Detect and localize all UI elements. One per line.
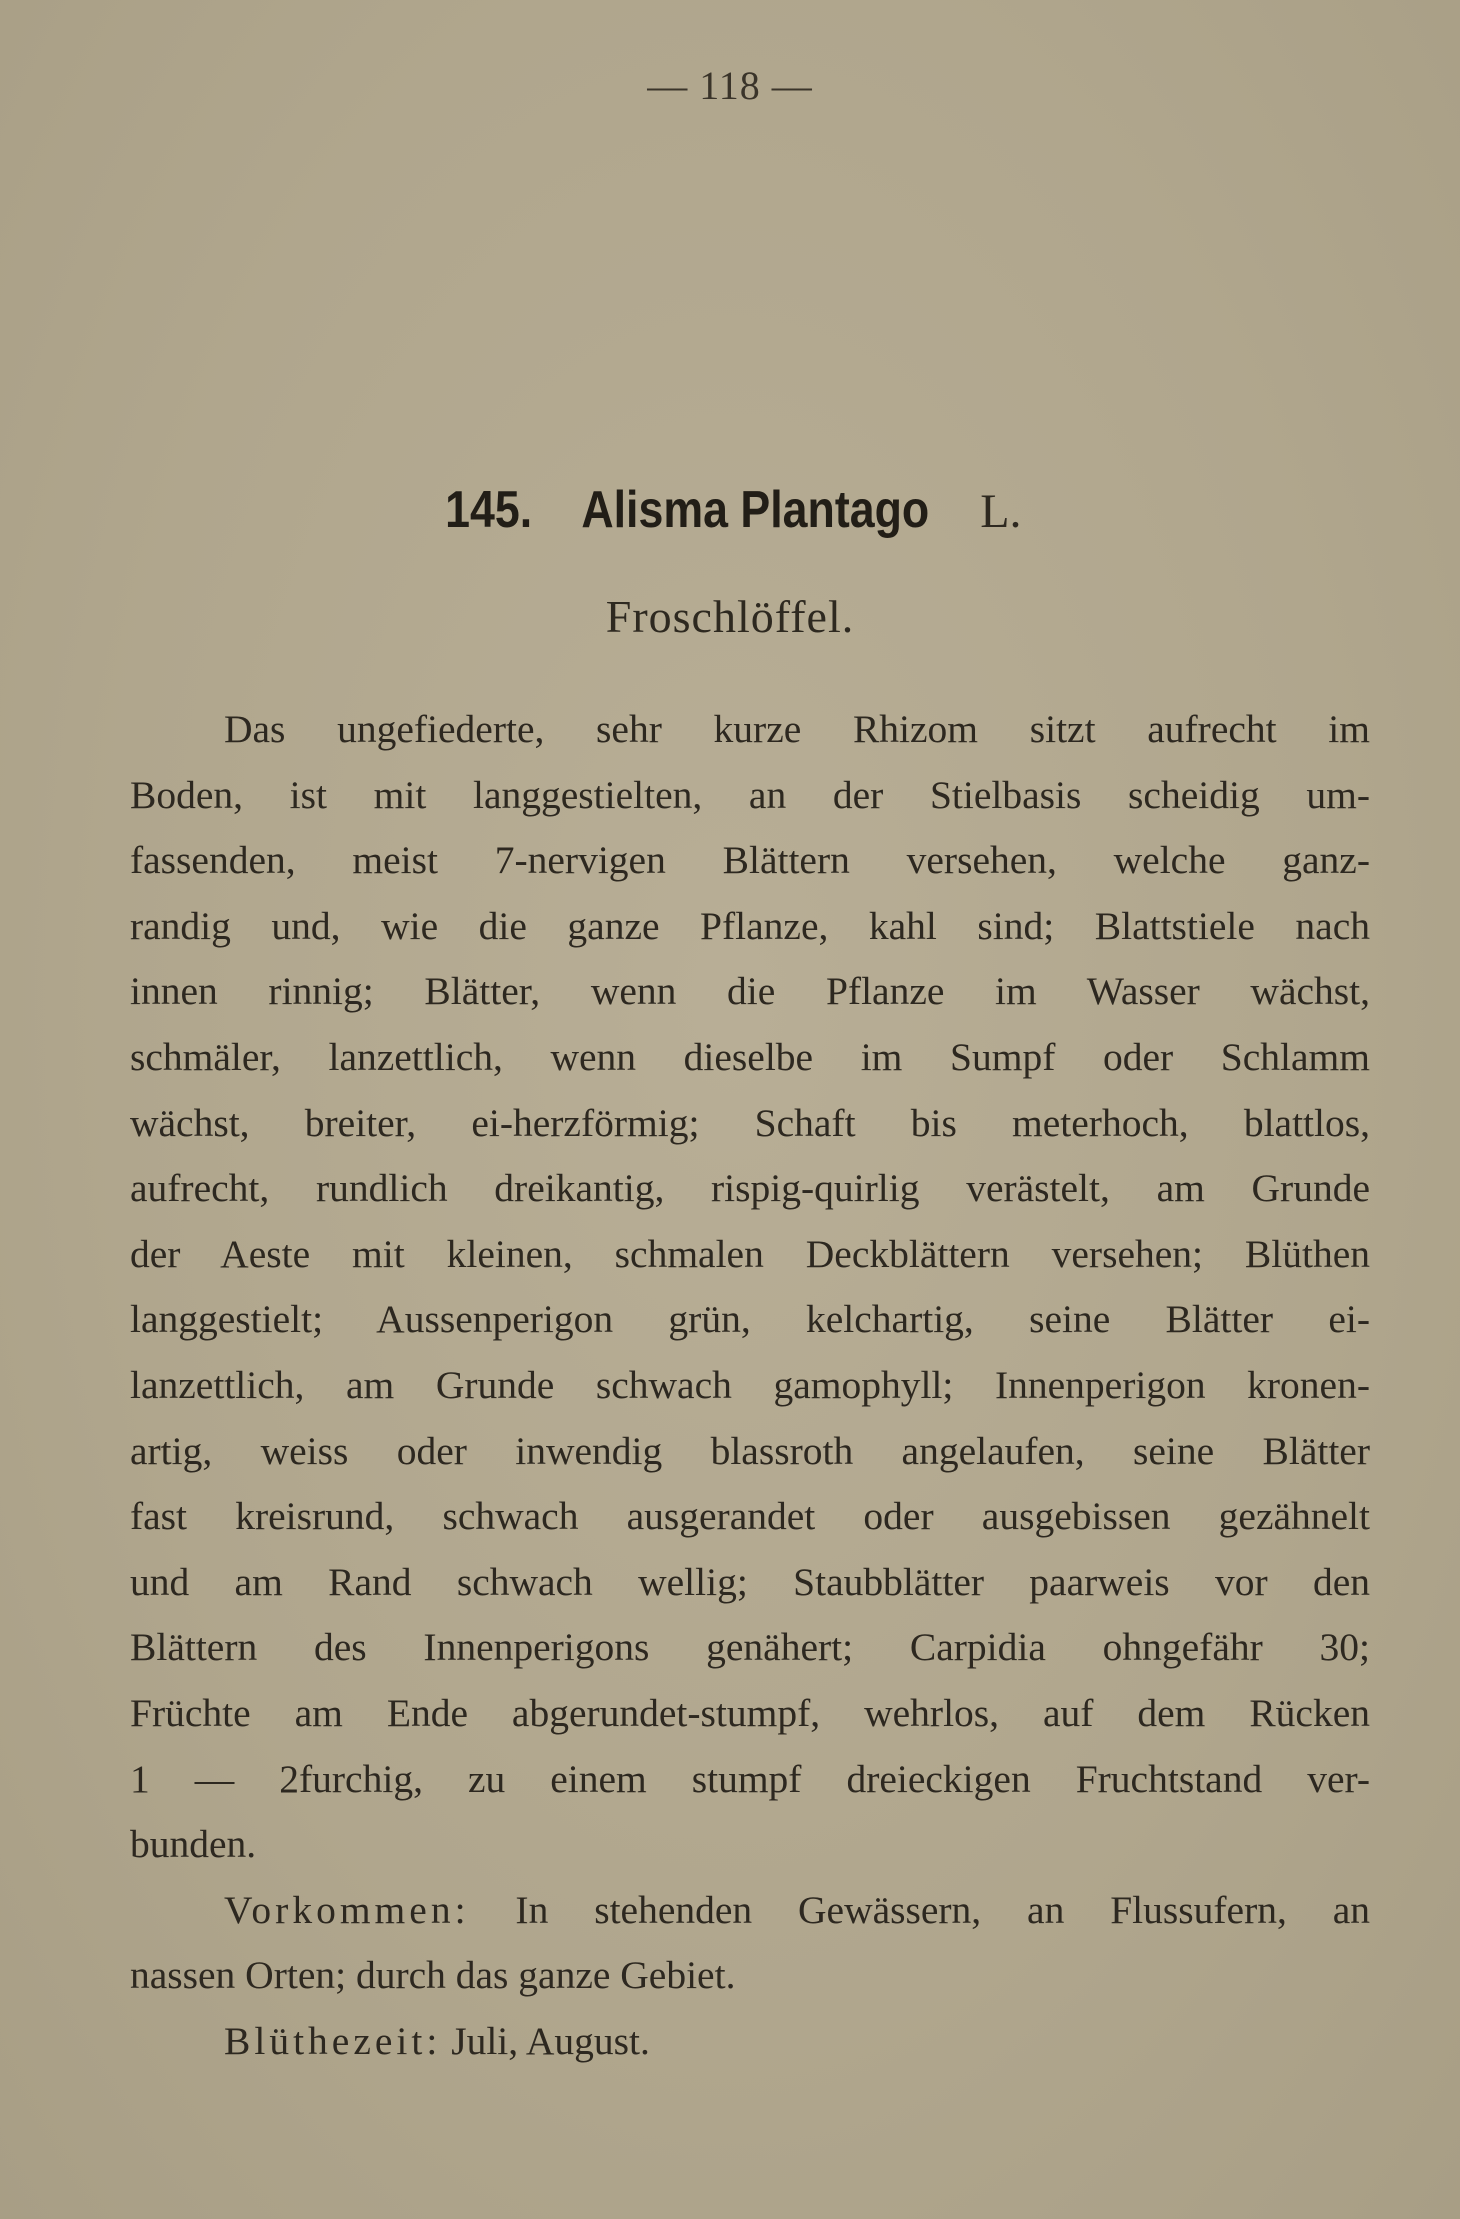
text-line: aufrecht, rundlich dreikantig, rispig-quirlig verästelt, am Grunde [130,1166,1370,1211]
text-line: Früchte am Ende abgerundet-stumpf, wehrlos, auf dem Rücken [130,1690,1370,1735]
common-name: Froschlöffel. [605,591,855,642]
page-number: — 118 — [647,63,813,108]
flowering-line [130,2009,1370,2075]
author-abbreviation: L. [980,485,1022,538]
occurrence-line-2: nassen Orten; durch das ganze Gebiet. [130,1953,736,1998]
flowering-value: Juli, August. [451,2018,650,2063]
text-line: randig und, wie die ganze Pflanze, kahl sind; Blattstiele nach [130,903,1370,948]
text-line: bunden. [130,1822,257,1867]
text-line: Boden, ist mit langgestielten, an der Stielbasis scheidig um- [130,772,1370,817]
entry-number: 145. [445,481,533,539]
occurrence-label: Vorkommen: [224,1887,470,1932]
occurrence-line [130,1878,1370,1944]
text-line: Blättern des Innenperigons genähert; Carpidia ohngefähr 30; [130,1625,1370,1670]
text-line: der Aeste mit kleinen, schmalen Deckblättern versehen; Blüthen [130,1231,1370,1276]
text-line: schmäler, lanzettlich, wenn dieselbe im Sumpf oder Schlamm [130,1034,1370,1079]
text-line: innen rinnig; Blätter, wenn die Pflanze im Wasser wächst, [130,969,1370,1014]
text-line: 1 — 2furchig, zu einem stumpf dreieckigen Fruchtstand ver- [130,1756,1370,1801]
text-line: wächst, breiter, ei-herzförmig; Schaft bis meterhoch, blattlos, [130,1100,1370,1145]
text-line: Das ungefiederte, sehr kurze Rhizom sitzt aufrecht im [224,707,1370,751]
text-line: langgestielt; Aussenperigon grün, kelchartig, seine Blätter ei- [130,1297,1370,1342]
flowering-label: Blüthezeit: [224,2018,442,2063]
text-line: lanzettlich, am Grunde schwach gamophyll; Innenperigon kronen- [130,1362,1370,1407]
text-line: und am Rand schwach wellig; Staubblätter paarweis vor den [130,1559,1370,1604]
entry-heading [0,480,1460,540]
description-text [130,697,1370,2074]
text-line: fast kreisrund, schwach ausgerandet oder ausgebissen gezähnelt [130,1494,1370,1539]
text-line: fassenden, meist 7-nervigen Blättern versehen, welche ganz- [130,838,1370,883]
text-line: artig, weiss oder inwendig blassroth angelaufen, seine Blätter [130,1428,1370,1473]
species-name: Alisma Plantago [580,481,929,539]
occurrence-text: In stehenden Gewässern, an Flussufern, an [515,1887,1371,1932]
